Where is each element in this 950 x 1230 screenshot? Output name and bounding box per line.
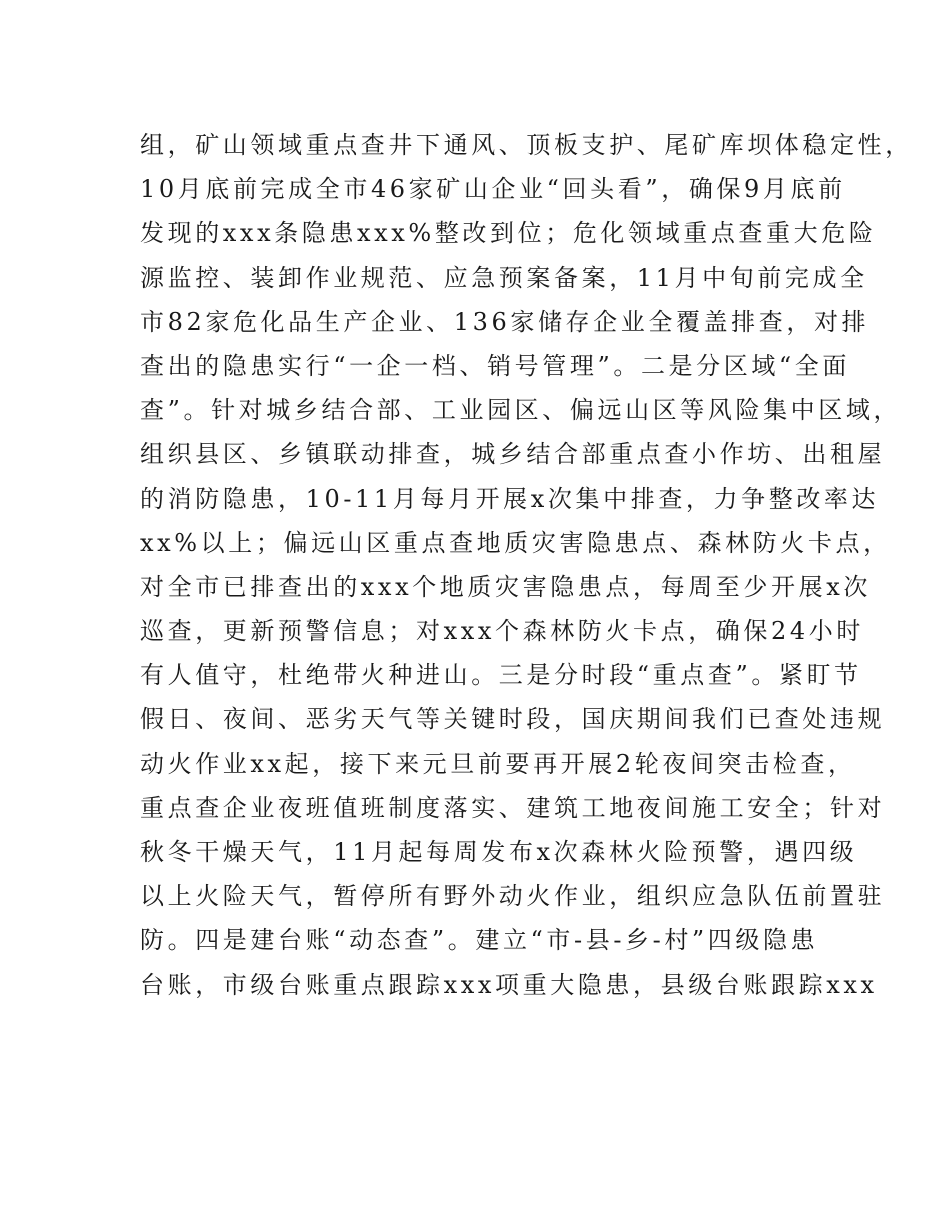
- text-line: 动火作业xx起，接下来元旦前要再开展2轮夜间突击检查，: [140, 749, 856, 778]
- text-line: 市82家危化品生产企业、136家储存企业全覆盖排查，对排: [140, 307, 870, 336]
- text-line: 对全市已排查出的xxx个地质灾害隐患点，每周至少开展x次: [140, 572, 871, 601]
- text-line: 以上火险天气，暂停所有野外动火作业，组织应急队伍前置驻: [140, 882, 886, 911]
- text-line: 查出的隐患实行“一企一档、销号管理”。二是分区域“全面: [140, 351, 851, 380]
- text-line: 组，矿山领域重点查井下通风、顶板支护、尾矿库坝体稳定性，: [140, 131, 913, 159]
- text-line: 防。四是建台账“动态查”。建立“市-县-乡-村”四级隐患: [140, 926, 819, 955]
- text-line: 查”。针对城乡结合部、工业园区、偏远山区等风险集中区域，: [140, 396, 902, 425]
- text-line: 的消防隐患，10-11月每月开展x次集中排查，力争整改率达: [140, 484, 880, 513]
- text-line: 台账，市级台账重点跟踪xxx项重大隐患，县级台账跟踪xxx: [140, 970, 878, 999]
- text-line: 重点查企业夜班值班制度落实、建筑工地夜间施工安全；针对: [140, 793, 886, 822]
- text-line: 有人值守，杜绝带火种进山。三是分时段“重点查”。紧盯节: [140, 661, 862, 690]
- text-line: 10月底前完成全市46家矿山企业“回头看”，确保9月底前: [140, 175, 846, 204]
- text-line: 假日、夜间、恶劣天气等关键时段，国庆期间我们已查处违规: [140, 705, 886, 734]
- text-line: xx%以上；偏远山区重点查地质灾害隐患点、森林防火卡点，: [140, 528, 891, 557]
- text-line: 巡查，更新预警信息；对xxx个森林防火卡点，确保24小时: [140, 617, 864, 646]
- text-line: 组织县区、乡镇联动排查，城乡结合部重点查小作坊、出租屋: [140, 440, 886, 469]
- text-line: 秋冬干燥天气，11月起每周发布x次森林火险预警，遇四级: [140, 838, 858, 866]
- text-line: 发现的xxx条隐患xxx%整改到位；危化领域重点查重大危险: [140, 219, 877, 248]
- text-line: 源监控、装卸作业规范、应急预案备案，11月中旬前完成全: [140, 263, 868, 292]
- body-paragraph: [140, 123, 913, 1007]
